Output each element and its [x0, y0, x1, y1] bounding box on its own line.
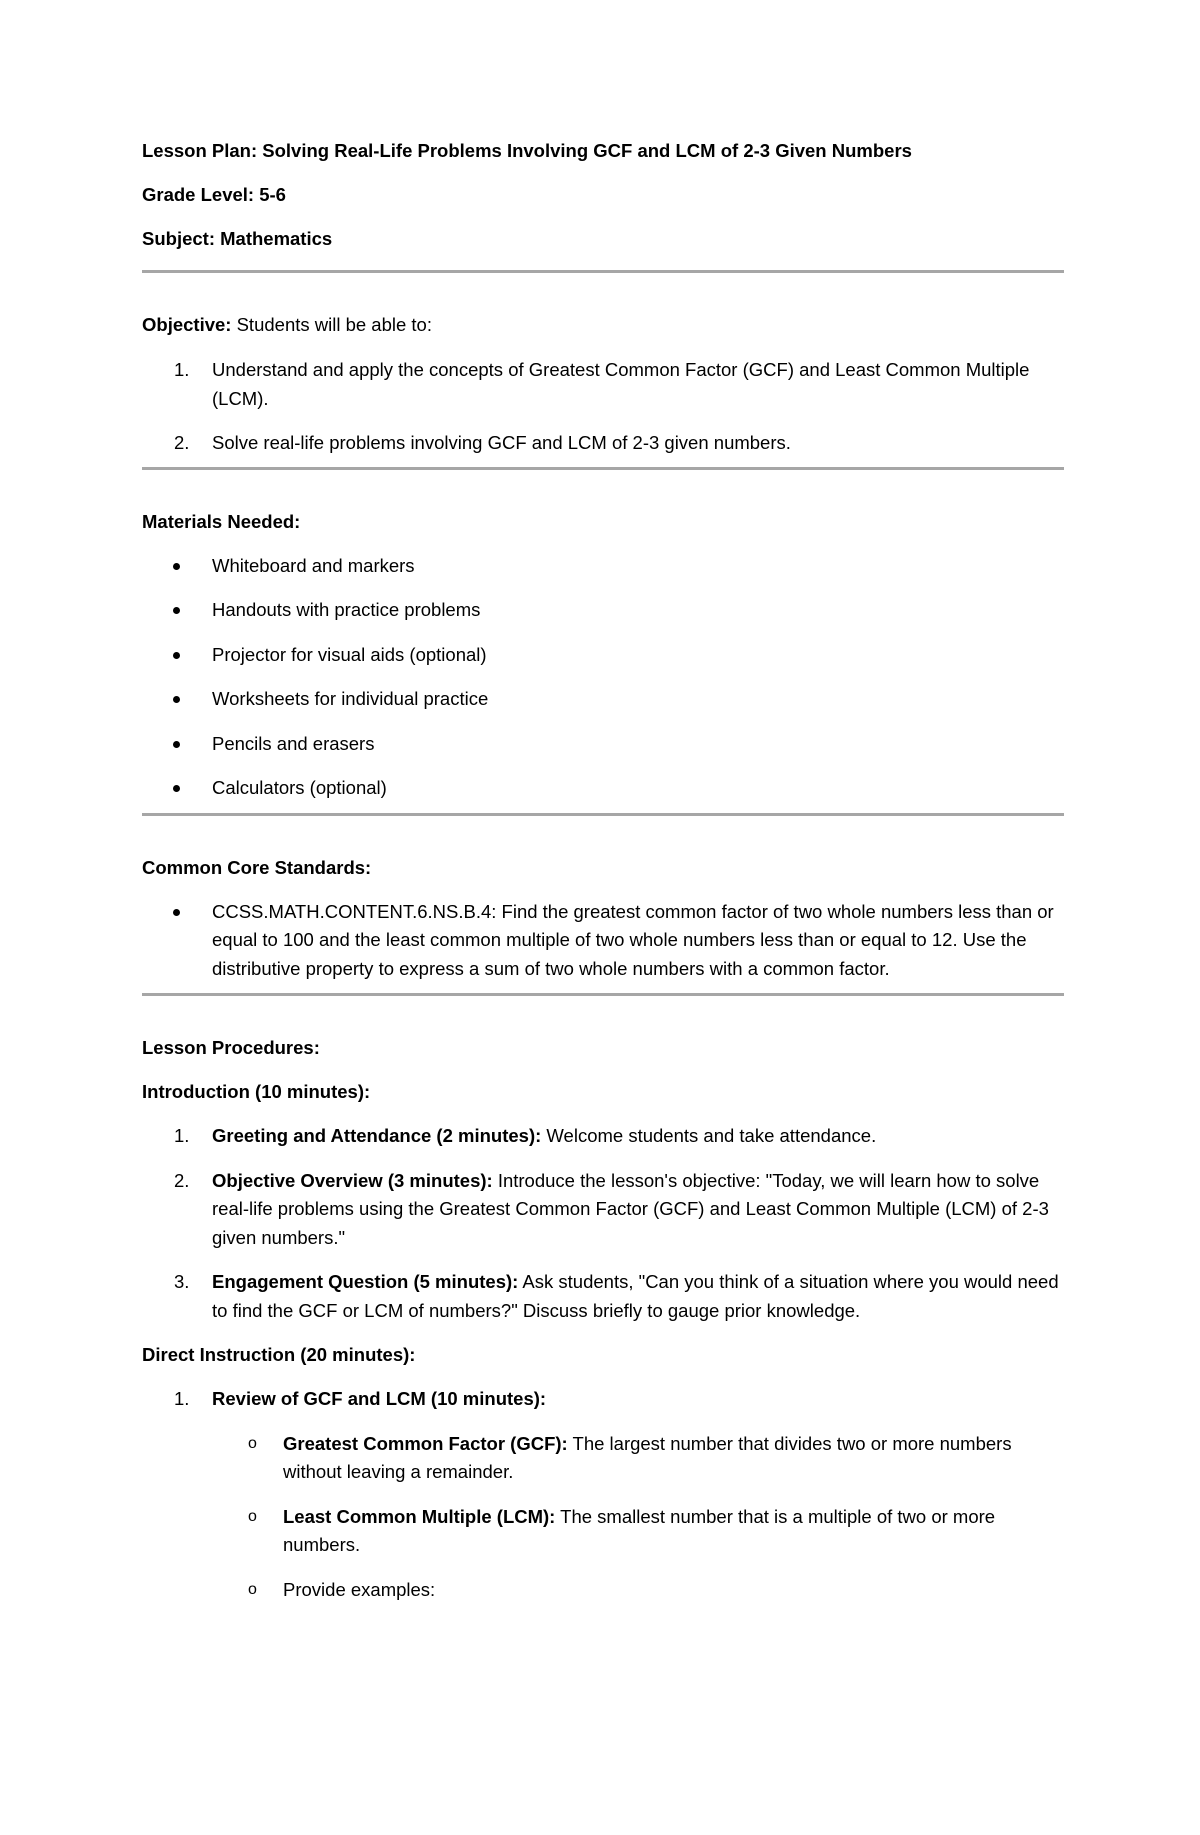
item-label: Engagement Question (5 minutes): [212, 1271, 519, 1292]
circle-bullet-icon: o [248, 1580, 257, 1598]
item-text: Introduce the lesson's objective: "Today, we will learn how to solve real-life problems using the Greatest Common Factor (GCF) and Least Common Multiple (LCM) of 2-3 given numbers." [212, 1169, 1049, 1248]
objective-list [142, 356, 1064, 458]
objective-intro: Students will be able to: [231, 314, 432, 335]
list-item [142, 1385, 1064, 1414]
bullet-icon [173, 652, 180, 659]
direct-instruction-heading: Direct Instruction (20 minutes): [142, 1344, 416, 1365]
bullet-icon [173, 741, 180, 748]
introduction-heading: Introduction (10 minutes): [142, 1081, 371, 1102]
item-label: Objective Overview (3 minutes): [212, 1169, 493, 1191]
item-text: The smallest number that is a multiple of two or more numbers. [283, 1505, 996, 1555]
list-number: 1. [174, 1388, 190, 1409]
list-item [142, 641, 1064, 670]
circle-bullet-icon: o [248, 1507, 257, 1525]
list-number: 2. [174, 432, 190, 453]
standards-list [142, 898, 1064, 984]
bullet-icon [173, 909, 180, 916]
list-item [142, 1122, 1064, 1151]
divider [142, 993, 1064, 996]
material-text: Worksheets for individual practice [212, 688, 489, 709]
list-number: 2. [174, 1169, 190, 1191]
bullet-icon [173, 563, 180, 570]
list-number: 1. [174, 1125, 190, 1146]
list-item [142, 596, 1064, 625]
list-number: 1. [174, 359, 190, 380]
sub-list-item [142, 1576, 1064, 1605]
list-item [142, 1268, 1064, 1325]
sub-list-item [142, 1430, 1064, 1487]
divider [142, 270, 1064, 273]
materials-heading: Materials Needed: [142, 510, 301, 532]
list-number: 3. [174, 1271, 190, 1292]
material-text: Whiteboard and markers [212, 554, 415, 576]
document-content [142, 136, 1064, 1604]
divider [142, 813, 1064, 816]
standard-text: CCSS.MATH.CONTENT.6.NS.B.4: Find the greatest common factor of two whole numbers less than or equal to 100 and the least common multiple of two whole numbers less than or equal to 12. Use the distributive property to express a sum of two whole numbers with a common factor. [212, 900, 1054, 979]
sub-list [142, 1430, 1064, 1605]
item-label: Greatest Common Factor (GCF): [283, 1432, 568, 1454]
item-label: Least Common Multiple (LCM): [283, 1505, 556, 1527]
subject: Subject: Mathematics [142, 228, 333, 249]
objective-item-text: Solve real-life problems involving GCF and LCM of 2-3 given numbers. [212, 432, 791, 453]
objective-line [142, 311, 1064, 339]
item-text: The largest number that divides two or more numbers without leaving a remainder. [283, 1432, 1012, 1482]
objective-item-text: Understand and apply the concepts of Greatest Common Factor (GCF) and Least Common Multiple (LCM). [212, 359, 1030, 409]
list-item [142, 774, 1064, 803]
divider [142, 467, 1064, 470]
objective-label: Objective: [142, 314, 232, 335]
list-item [142, 356, 1064, 413]
procedures-heading: Lesson Procedures: [142, 1037, 320, 1058]
bullet-icon [173, 696, 180, 703]
material-text: Handouts with practice problems [212, 599, 481, 620]
standards-heading: Common Core Standards: [142, 856, 372, 878]
item-label: Greeting and Attendance (2 minutes): [212, 1125, 542, 1146]
item-text: Welcome students and take attendance. [541, 1125, 877, 1146]
bullet-icon [173, 785, 180, 792]
direct-instruction-list [142, 1385, 1064, 1414]
materials-list [142, 552, 1064, 803]
item-label: Review of GCF and LCM (10 minutes): [212, 1388, 547, 1409]
material-text: Pencils and erasers [212, 732, 375, 754]
circle-bullet-icon: o [248, 1434, 257, 1452]
bullet-icon [173, 607, 180, 614]
list-item [142, 552, 1064, 581]
item-text: Ask students, "Can you think of a situation where you would need to find the GCF or LCM of numbers?" Discuss briefly to gauge prior knowledge. [212, 1271, 1059, 1321]
material-text: Calculators (optional) [212, 777, 387, 798]
item-text: Provide examples: [283, 1578, 436, 1600]
sub-list-item [142, 1503, 1064, 1560]
list-item [142, 898, 1064, 984]
document-title: Lesson Plan: Solving Real-Life Problems Involving GCF and LCM of 2-3 Given Numbers [142, 140, 912, 161]
grade-level: Grade Level: 5-6 [142, 184, 286, 205]
list-item [142, 429, 1064, 458]
list-item [142, 685, 1064, 714]
list-item [142, 730, 1064, 759]
list-item [142, 1167, 1064, 1253]
material-text: Projector for visual aids (optional) [212, 643, 487, 665]
introduction-list [142, 1122, 1064, 1325]
